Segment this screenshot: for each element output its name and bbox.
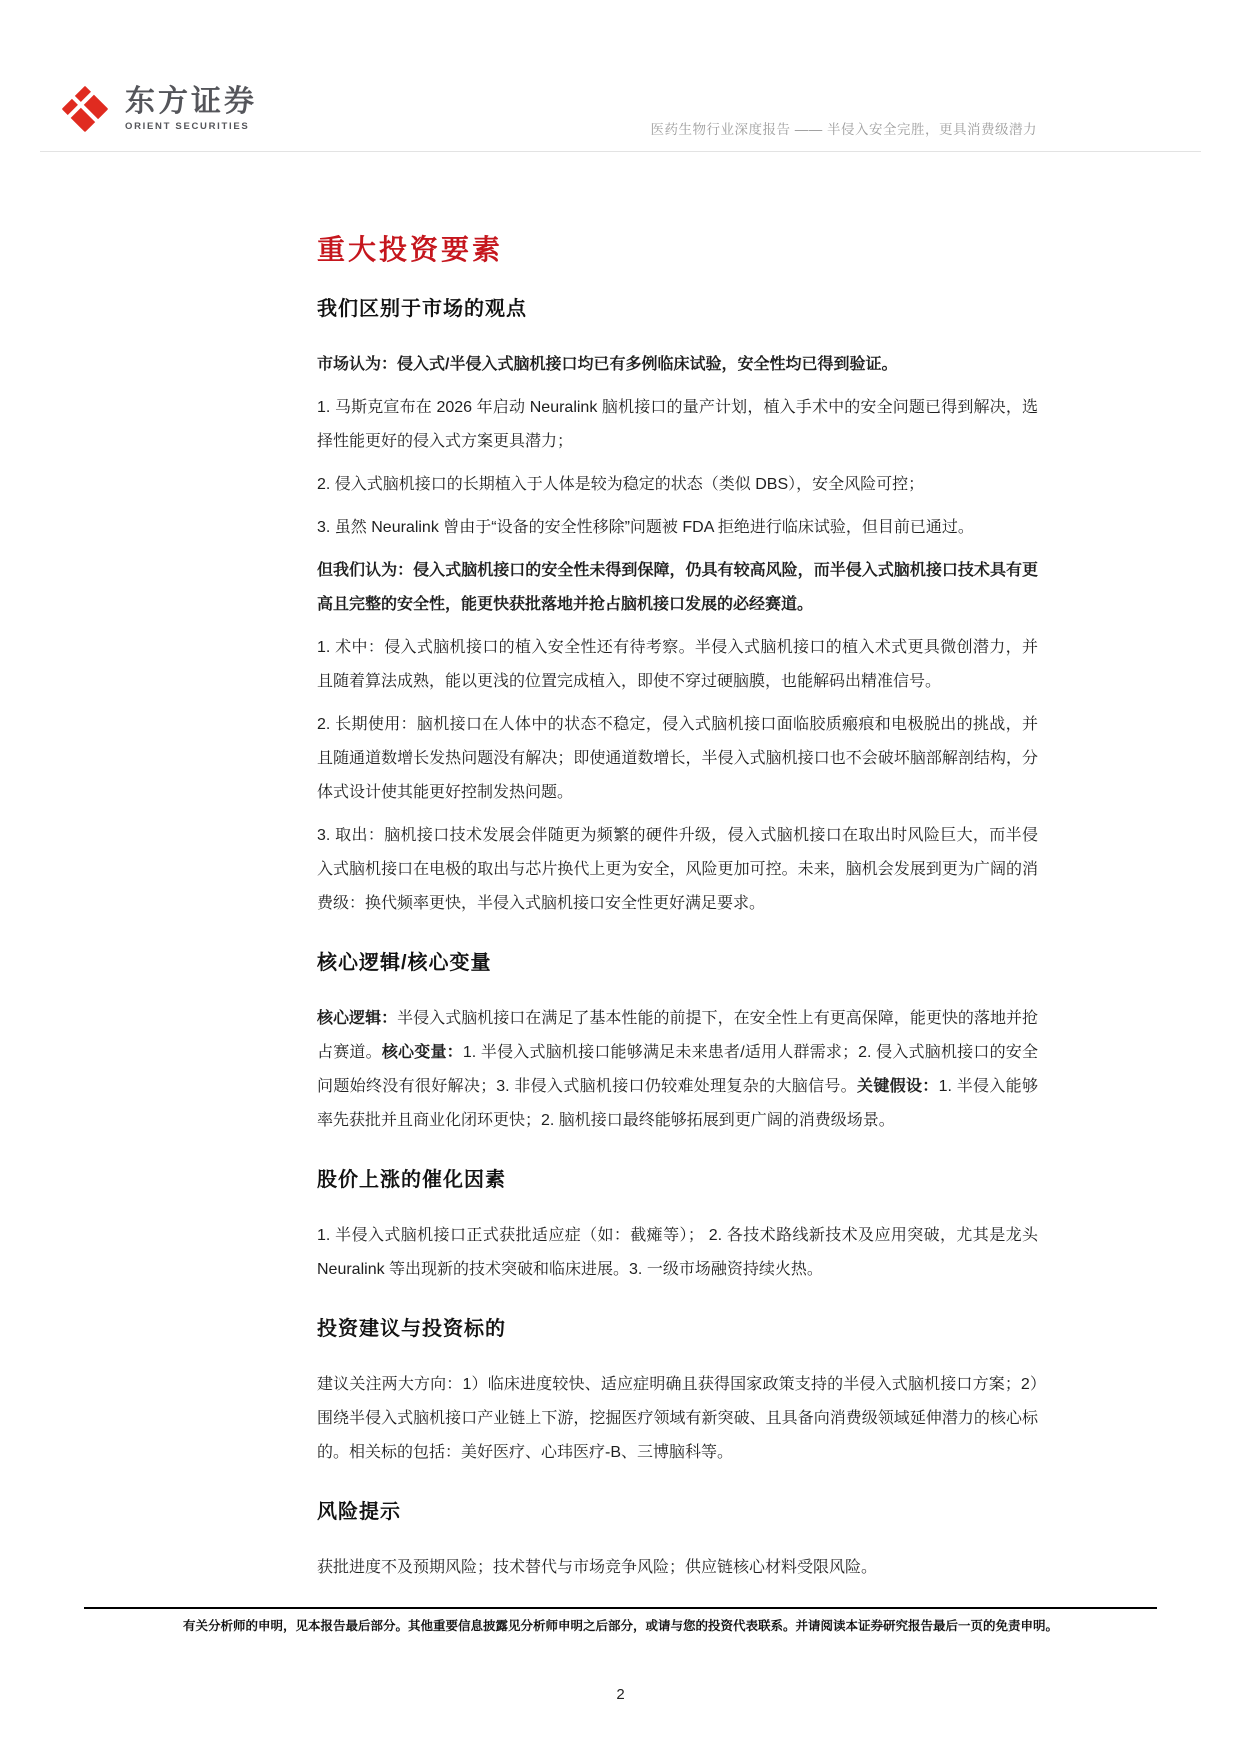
footer-disclaimer: 有关分析师的申明，见本报告最后部分。其他重要信息披露见分析师申明之后部分，或请与您的投资代表联系。并请阅读本证券研究报告最后一页的免责申明。 (182, 1619, 1058, 1633)
run-key-assumption-label: 关键假设： (857, 1078, 939, 1095)
run-text: 1. 半侵入能够率先获批并且商业化闭环更快；2. 脑机接口最终能够拓展到更广阔的消费级场景。 (317, 1078, 1038, 1129)
body-paragraph: 建议关注两大方向：1）临床进度较快、适应症明确且获得国家政策支持的半侵入式脑机接口方案；2）围绕半侵入式脑机接口产业链上下游，挖掘医疗领域有新突破、且具备向消费级领域延伸潜力的核心标的。相关标的包括：美好医疗、心玮医疗-B、三博脑科等。 (317, 1376, 1038, 1461)
body-paragraph (317, 1002, 1038, 1138)
section-heading-catalysts: 股价上涨的催化因素 (317, 1169, 506, 1191)
report-title: 医药生物行业深度报告 —— 半侵入安全完胜，更具消费级潜力 (650, 122, 1037, 137)
body-paragraph: 2. 侵入式脑机接口的长期植入于人体是较为稳定的状态（类似 DBS），安全风险可控； (317, 476, 925, 493)
body-paragraph: 3. 取出：脑机接口技术发展会伴随更为频繁的硬件升级，侵入式脑机接口在取出时风险巨大，而半侵入式脑机接口在电极的取出与芯片换代上更为安全，风险更加可控。未来，脑机会发展到更为广阔的消费级：换代频率更快，半侵入式脑机接口安全性更好满足要求。 (317, 827, 1038, 912)
brand-text (125, 86, 257, 132)
body-paragraph: 1. 术中：侵入式脑机接口的植入安全性还有待考察。半侵入式脑机接口的植入术式更具微创潜力，并且随着算法成熟，能以更浅的位置完成植入，即使不穿过硬脑膜，也能解码出精准信号。 (317, 639, 1038, 690)
section-heading-market-view: 我们区别于市场的观点 (317, 298, 527, 320)
section-heading-risk-warning: 风险提示 (317, 1501, 401, 1523)
brand (62, 86, 257, 132)
brand-name-cn: 东方证券 (125, 85, 257, 118)
body-paragraph: 但我们认为：侵入式脑机接口的安全性未得到保障，仍具有较高风险，而半侵入式脑机接口技术具有更高且完整的安全性，能更快获批落地并抢占脑机接口发展的必经赛道。 (317, 562, 1038, 613)
run-text: 1. 半侵入式脑机接口能够满足未来患者/适用人群需求；2. 侵入式脑机接口的安全问题始终没有很好解决；3. 非侵入式脑机接口仍较难处理复杂的大脑信号。 (317, 1044, 1038, 1095)
page-title: 重大投资要素 (317, 234, 504, 265)
run-core-variable-label: 核心变量： (381, 1044, 463, 1061)
body-paragraph: 市场认为：侵入式/半侵入式脑机接口均已有多例临床试验，安全性均已得到验证。 (317, 356, 898, 373)
page-body (317, 0, 1038, 1585)
body-paragraph: 获批进度不及预期风险；技术替代与市场竞争风险；供应链核心材料受限风险。 (317, 1559, 878, 1576)
section-heading-core-logic: 核心逻辑/核心变量 (317, 952, 492, 974)
section-heading-investment-advice: 投资建议与投资标的 (317, 1318, 506, 1340)
body-paragraph: 2. 长期使用：脑机接口在人体中的状态不稳定，侵入式脑机接口面临胶质瘢痕和电极脱出的挑战，并且随通道数增长发热问题没有解决；即使通道数增长，半侵入式脑机接口也不会破坏脑部解剖结构，分体式设计使其能更好控制发热问题。 (317, 716, 1038, 801)
footer-divider (84, 1607, 1157, 1609)
page-number: 2 (616, 1686, 625, 1703)
body-paragraph: 1. 半侵入式脑机接口正式获批适应症（如：截瘫等）； 2. 各技术路线新技术及应用突破，尤其是龙头 Neuralink 等出现新的技术突破和临床进展。3. 一级市场融资持续火热。 (317, 1227, 1038, 1278)
body-paragraph: 3. 虽然 Neuralink 曾由于“设备的安全性移除”问题被 FDA 拒绝进行临床试验，但目前已通过。 (317, 519, 974, 536)
run-text: 半侵入式脑机接口在满足了基本性能的前提下，在安全性上有更高保障，能更快的落地并抢占赛道。 (317, 1010, 1038, 1061)
brand-name-en: ORIENT SECURITIES (125, 121, 250, 132)
run-core-logic-label: 核心逻辑： (317, 1010, 398, 1027)
orient-securities-logo-icon (62, 86, 108, 132)
body-paragraph: 1. 马斯克宣布在 2026 年启动 Neuralink 脑机接口的量产计划，植入手术中的安全问题已得到解决，选择性能更好的侵入式方案更具潜力； (317, 399, 1038, 450)
